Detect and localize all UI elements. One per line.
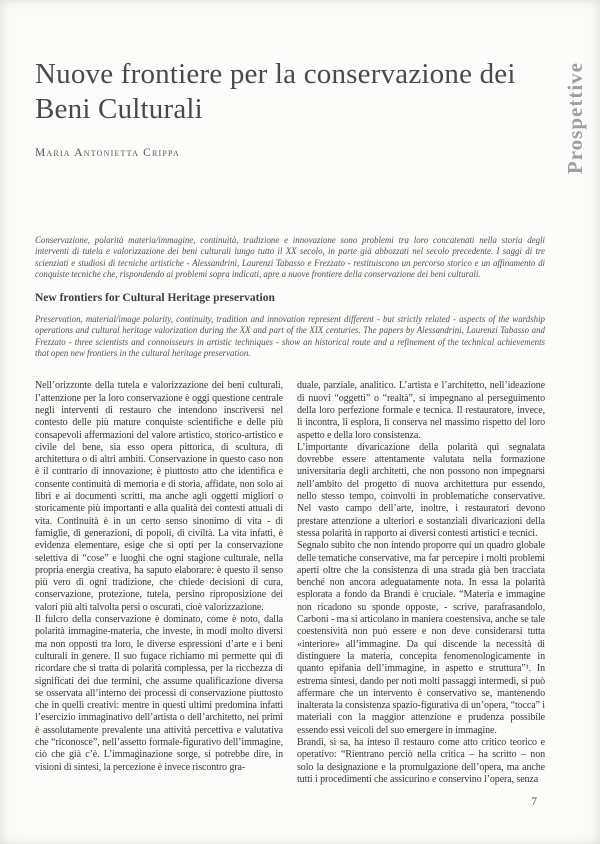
body-paragraph: Segnalo subito che non intendo proporre qui un quadro globale delle tematiche conservative, ma far percepire i molti problemi aperti oltre che la consistenza di una strada già ben tracciata benché non ancora adeguatamente nota. In essa la polarità esplorata a fondo da Brandi è cruciale. “Materia e immagine non ricadono su sponde opposte, - scrive, parafrasandolo, Carboni - ma si articolano in maniera coestensiva, anche se tale coestensività non può essere e non deve considerarsi tutta «interiore» all’immagine. Da qui discende la necessità di distinguere la materia, concepita fenomenologicamente in quanto epifania dell’immagine, in aspetto e struttura”¹. In estrema sintesi, dando per noti molti passaggi intermedi, si può affermare che un intervento è conservativo se, mantenendo inalterata la consistenza spazio-figurativa di un’opera, “tocca” i materiali con la maggior attenzione e prudenza possibile essendo essi veicoli del suo emergere in immagine. bbox=[297, 540, 545, 736]
abstract-english: Preservation, material/image polarity, continuity, tradition and innovation represent different - but strictly related - aspects of the wardship operations and cultural heritage valorization during the XX and part of the XIX centuries. The papers by Alessandrini, Laurenzi Tabasso and Frezzato - three scientists and connoisseurs in artistic techniques - show an historical route and a refinement of the technical achievements that open new frontiers in the cultural heritage preservation. bbox=[35, 313, 545, 359]
article-title: Nuove frontiere per la conservazione dei Beni Culturali bbox=[35, 58, 516, 126]
english-section-heading: New frontiers for Cultural Heritage preservation bbox=[35, 292, 275, 305]
abstract-italian: Conservazione, polarità materia/immagine, continuità, tradizione e innovazione sono problemi tra loro concatenati nella storia degli interventi di tutela e valorizzazione dei beni culturali lungo tutto il XX secolo, in parte già abbozzati nel secolo precedente. I saggi di tre scienziati e studiosi di tecniche artistiche - Alessandrini, Laurenzi Tabasso e Frezzato - restituiscono un percorso storico e un affinamento di conquiste tecniche che, rispondendo ai problemi sopra indicati, apre a nuove frontiere della conservazione dei beni culturali. bbox=[35, 234, 545, 279]
body-paragraph: Il fulcro della conservazione è dominato, come è noto, dalla polarità immagine-materia, che investe, in modi molto diversi ma non opposti tra loro, le diverse espressioni d’arte e i beni culturali in genere. Il suo fugace richiamo mi permette qui di ricordare che si tratta di polarità complessa, per la ricchezza di significati dei due termini, che assume qualificazione diversa se osservata all’interno dei processi di conservazione piuttosto che in quelli creativi: mentre in questi ultimi predomina infatti l’esercizio immaginativo dell’artista o dell’architetto, nei primi è assolutamente prevalente una attività percettiva e valutativa che “riconosce”, nell’assetto formale-figurativo dell’immagine, ciò che già c’è. L’immaginazione sorge, si potrebbe dire, in visioni di sintesi, la percezione è invece riscontro gra- bbox=[35, 614, 283, 773]
body-paragraph: duale, parziale, analitico. L’artista e l’architetto, nell’ideazione di nuovi “oggetti” o “realtà”, si impegnano al perseguimento della loro perfezione formale e tecnica. Il restauratore, invece, li incontra, li esplora, li conserva nel massimo rispetto del loro aspetto e della loro consistenza. bbox=[297, 380, 545, 441]
page-number: 7 bbox=[531, 796, 537, 808]
body-paragraph: Nell’orizzonte della tutela e valorizzazione dei beni culturali, l’attenzione per la loro conservazione è oggi questione centrale negli interventi di restauro che intendono inscriversi nel contesto delle più mature conquiste scientifiche e delle più consapevoli affermazioni del valore artistico, storico-artistico e civile del bene, sia esso opera pittorica, di scultura, di architettura o di altri ambiti. Conservazione in questo caso non è il contrario di innovazione; è piuttosto atto che identifica e consente continuità di memoria e di storia, affidate, non solo ai libri e ai documenti scritti, ma anche agli oggetti migliori o storicamente più importanti e alla qualità dei contesti attuali di vita. Continuità è in un certo senso sinonimo di vita - di famiglie, di generazioni, di popoli, di civiltà. La vita infatti, è evidenza elementare, esige che si opti per la conservazione selettiva di “cose” e luoghi che ogni stagione culturale, nella propria energia creativa, ha saputo elaborare: è questo il senso più vero di ogni tradizione, che chiede decisioni di cura, conservazione, protezione, tutela, persino riproposizione dei valori più alti talvolta persi o oscurati, cioè valorizzazione. bbox=[35, 380, 283, 613]
body-columns bbox=[35, 380, 545, 786]
section-label-vertical: Prospettive bbox=[563, 62, 587, 175]
body-paragraph: L’importante divaricazione della polarità qui segnalata dovrebbe essere attentamente valutata nella formazione universitaria degli architetti, che non possono non impegnarsi nell’ambito del progetto di nuova architettura pur essendo, nello stesso tempo, coinvolti in problematiche conservative. Nel vasto campo dell’arte, inoltre, i restauratori devono prestare attenzione a ulteriori e sostanziali divaricazioni della stessa polarità in rapporto ai diversi contesti artistici e tecnici. bbox=[297, 441, 545, 539]
author-name: Maria Antonietta Crippa bbox=[35, 146, 180, 159]
body-paragraph: Brandi, si sa, ha inteso il restauro come atto critico teorico e operativo: “Rientrano perciò nella critica – ha scritto – non solo la designazione e la promulgazione dell’opera, ma anche tutti i procedimenti che assicurino e conservino l’opera, senza bbox=[297, 737, 545, 785]
body-column-left bbox=[35, 380, 283, 786]
body-column-right bbox=[297, 380, 545, 786]
